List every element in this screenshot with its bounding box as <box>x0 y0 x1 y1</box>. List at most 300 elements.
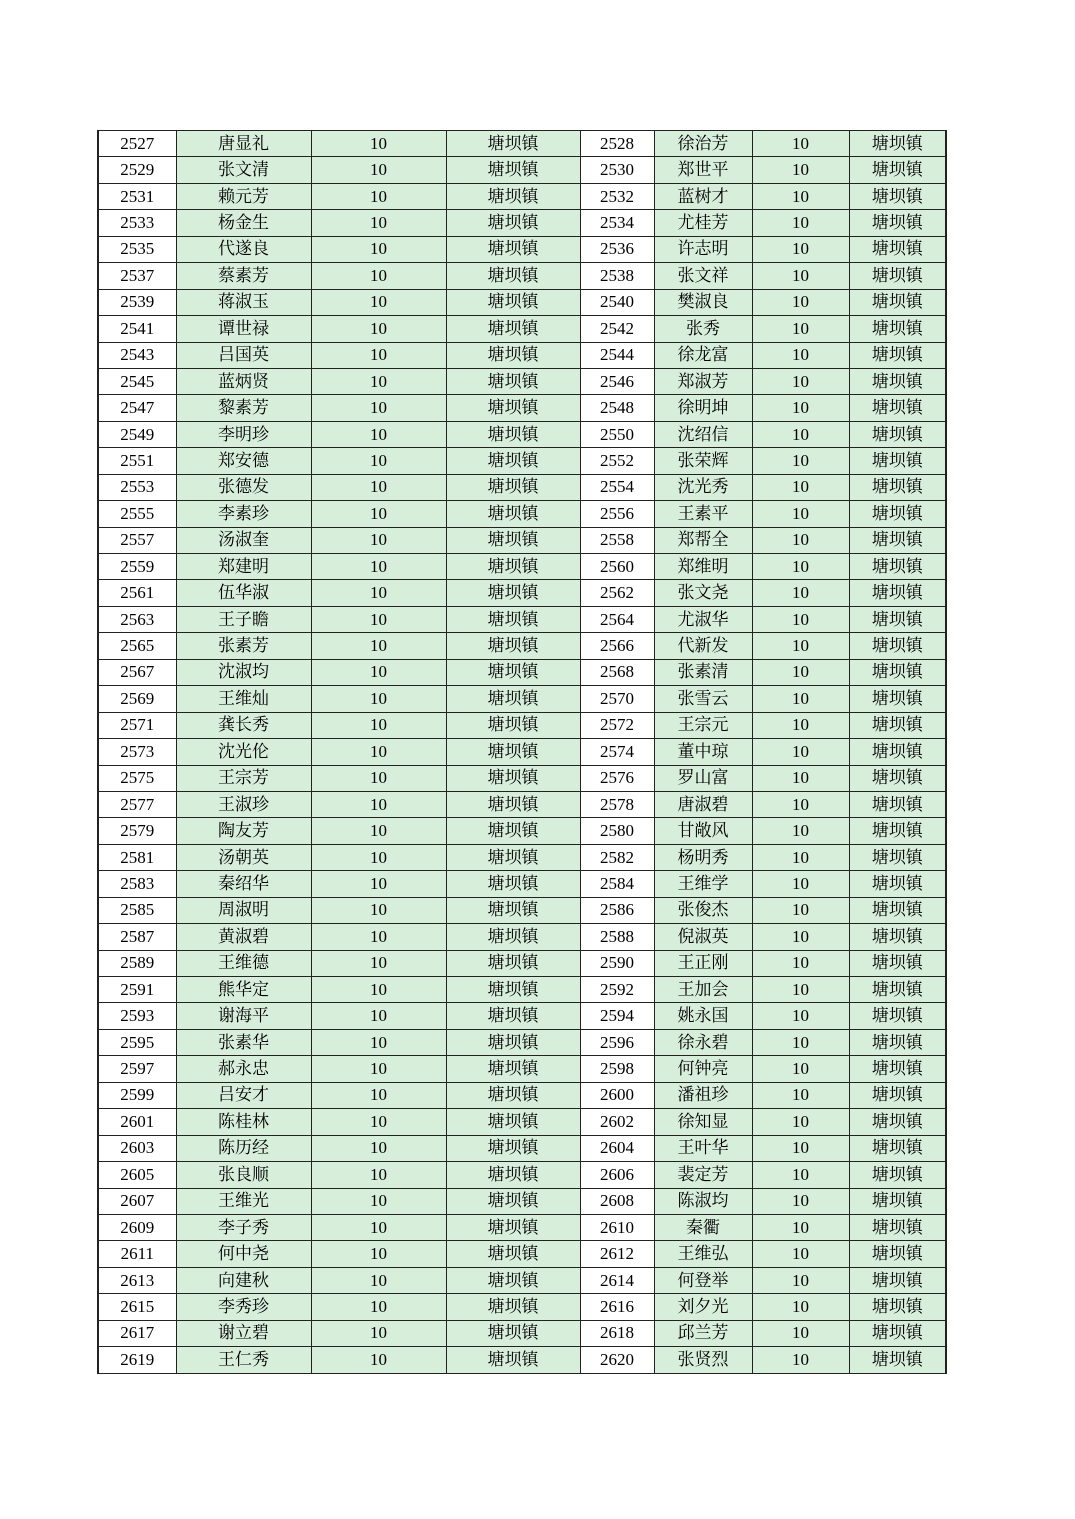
table-row <box>98 739 946 765</box>
cell-amount: 10 <box>311 659 446 685</box>
cell-town: 塘坝镇 <box>446 236 580 262</box>
cell-person-name: 汤淑奎 <box>176 527 311 553</box>
cell-person-name: 陈历经 <box>176 1135 311 1161</box>
cell-row-number: 2583 <box>98 871 176 897</box>
cell-amount: 10 <box>311 606 446 632</box>
cell-row-number: 2546 <box>580 368 654 394</box>
cell-person-name: 倪淑英 <box>654 924 752 950</box>
cell-row-number: 2560 <box>580 554 654 580</box>
cell-amount: 10 <box>752 1347 849 1373</box>
cell-row-number: 2556 <box>580 501 654 527</box>
cell-amount: 10 <box>311 712 446 738</box>
cell-person-name: 王正刚 <box>654 950 752 976</box>
cell-town: 塘坝镇 <box>446 1188 580 1214</box>
cell-amount: 10 <box>752 1056 849 1082</box>
cell-amount: 10 <box>752 554 849 580</box>
cell-amount: 10 <box>752 395 849 421</box>
cell-town: 塘坝镇 <box>849 1056 946 1082</box>
cell-row-number: 2527 <box>98 131 176 157</box>
cell-row-number: 2569 <box>98 686 176 712</box>
cell-amount: 10 <box>752 1109 849 1135</box>
cell-amount: 10 <box>752 421 849 447</box>
cell-person-name: 王维弘 <box>654 1241 752 1267</box>
cell-row-number: 2537 <box>98 263 176 289</box>
cell-person-name: 王加会 <box>654 977 752 1003</box>
cell-person-name: 陶友芳 <box>176 818 311 844</box>
cell-row-number: 2564 <box>580 606 654 632</box>
cell-amount: 10 <box>311 421 446 447</box>
cell-row-number: 2620 <box>580 1347 654 1373</box>
cell-person-name: 杨金生 <box>176 210 311 236</box>
cell-row-number: 2562 <box>580 580 654 606</box>
cell-amount: 10 <box>752 924 849 950</box>
cell-town: 塘坝镇 <box>446 686 580 712</box>
cell-person-name: 王维学 <box>654 871 752 897</box>
table-row <box>98 712 946 738</box>
cell-amount: 10 <box>311 1214 446 1240</box>
cell-person-name: 许志明 <box>654 236 752 262</box>
cell-town: 塘坝镇 <box>446 712 580 738</box>
cell-person-name: 郝永忠 <box>176 1056 311 1082</box>
cell-town: 塘坝镇 <box>446 1056 580 1082</box>
cell-row-number: 2577 <box>98 791 176 817</box>
cell-row-number: 2609 <box>98 1214 176 1240</box>
roster-table <box>97 130 947 1374</box>
cell-amount: 10 <box>311 1109 446 1135</box>
cell-person-name: 沈光伦 <box>176 739 311 765</box>
cell-town: 塘坝镇 <box>849 924 946 950</box>
table-row <box>98 474 946 500</box>
cell-amount: 10 <box>752 1082 849 1108</box>
cell-row-number: 2605 <box>98 1162 176 1188</box>
cell-row-number: 2596 <box>580 1029 654 1055</box>
cell-town: 塘坝镇 <box>446 1109 580 1135</box>
cell-person-name: 郑淑芳 <box>654 368 752 394</box>
cell-person-name: 徐治芳 <box>654 131 752 157</box>
table-row <box>98 844 946 870</box>
cell-row-number: 2541 <box>98 316 176 342</box>
cell-town: 塘坝镇 <box>849 1029 946 1055</box>
cell-amount: 10 <box>752 844 849 870</box>
cell-row-number: 2607 <box>98 1188 176 1214</box>
cell-person-name: 何钟亮 <box>654 1056 752 1082</box>
table-row <box>98 1320 946 1346</box>
cell-amount: 10 <box>752 157 849 183</box>
cell-amount: 10 <box>311 950 446 976</box>
cell-person-name: 郑建明 <box>176 554 311 580</box>
cell-town: 塘坝镇 <box>849 263 946 289</box>
cell-town: 塘坝镇 <box>446 1162 580 1188</box>
cell-amount: 10 <box>752 342 849 368</box>
cell-amount: 10 <box>311 554 446 580</box>
cell-person-name: 罗山富 <box>654 765 752 791</box>
cell-amount: 10 <box>311 844 446 870</box>
cell-row-number: 2619 <box>98 1347 176 1373</box>
table-body <box>98 131 946 1374</box>
cell-person-name: 郑帮全 <box>654 527 752 553</box>
cell-town: 塘坝镇 <box>849 1135 946 1161</box>
cell-person-name: 王宗元 <box>654 712 752 738</box>
cell-person-name: 谢立碧 <box>176 1320 311 1346</box>
cell-row-number: 2566 <box>580 633 654 659</box>
cell-amount: 10 <box>311 131 446 157</box>
cell-amount: 10 <box>311 791 446 817</box>
cell-town: 塘坝镇 <box>446 368 580 394</box>
table-row <box>98 818 946 844</box>
cell-amount: 10 <box>752 1003 849 1029</box>
cell-person-name: 王宗芳 <box>176 765 311 791</box>
cell-row-number: 2544 <box>580 342 654 368</box>
cell-town: 塘坝镇 <box>446 1241 580 1267</box>
cell-amount: 10 <box>311 686 446 712</box>
cell-amount: 10 <box>311 316 446 342</box>
cell-amount: 10 <box>311 210 446 236</box>
cell-amount: 10 <box>311 818 446 844</box>
cell-amount: 10 <box>311 739 446 765</box>
cell-town: 塘坝镇 <box>849 1347 946 1373</box>
cell-town: 塘坝镇 <box>446 210 580 236</box>
cell-town: 塘坝镇 <box>849 289 946 315</box>
cell-town: 塘坝镇 <box>849 1267 946 1293</box>
cell-person-name: 王叶华 <box>654 1135 752 1161</box>
cell-row-number: 2612 <box>580 1241 654 1267</box>
cell-row-number: 2540 <box>580 289 654 315</box>
cell-row-number: 2586 <box>580 897 654 923</box>
cell-person-name: 潘祖珍 <box>654 1082 752 1108</box>
table-row <box>98 633 946 659</box>
cell-amount: 10 <box>752 1214 849 1240</box>
cell-row-number: 2528 <box>580 131 654 157</box>
cell-amount: 10 <box>311 368 446 394</box>
cell-town: 塘坝镇 <box>849 844 946 870</box>
cell-row-number: 2529 <box>98 157 176 183</box>
cell-amount: 10 <box>752 871 849 897</box>
cell-town: 塘坝镇 <box>849 236 946 262</box>
cell-town: 塘坝镇 <box>849 316 946 342</box>
cell-town: 塘坝镇 <box>446 1347 580 1373</box>
cell-town: 塘坝镇 <box>849 606 946 632</box>
cell-person-name: 吕国英 <box>176 342 311 368</box>
cell-person-name: 张俊杰 <box>654 897 752 923</box>
cell-person-name: 蔡素芳 <box>176 263 311 289</box>
cell-person-name: 张德发 <box>176 474 311 500</box>
cell-row-number: 2568 <box>580 659 654 685</box>
table-row <box>98 263 946 289</box>
cell-person-name: 代遂良 <box>176 236 311 262</box>
cell-amount: 10 <box>311 527 446 553</box>
cell-person-name: 王子瞻 <box>176 606 311 632</box>
cell-town: 塘坝镇 <box>849 1162 946 1188</box>
cell-amount: 10 <box>752 1029 849 1055</box>
cell-person-name: 张良顺 <box>176 1162 311 1188</box>
cell-amount: 10 <box>752 501 849 527</box>
table-row <box>98 1056 946 1082</box>
table-row <box>98 791 946 817</box>
cell-person-name: 王维德 <box>176 950 311 976</box>
cell-town: 塘坝镇 <box>849 131 946 157</box>
cell-person-name: 张素芳 <box>176 633 311 659</box>
cell-person-name: 樊淑良 <box>654 289 752 315</box>
cell-town: 塘坝镇 <box>849 791 946 817</box>
cell-amount: 10 <box>752 316 849 342</box>
cell-town: 塘坝镇 <box>849 395 946 421</box>
cell-amount: 10 <box>752 897 849 923</box>
cell-town: 塘坝镇 <box>849 712 946 738</box>
table-row <box>98 183 946 209</box>
cell-amount: 10 <box>752 131 849 157</box>
cell-person-name: 张荣辉 <box>654 448 752 474</box>
table-row <box>98 686 946 712</box>
table-row <box>98 448 946 474</box>
cell-town: 塘坝镇 <box>446 131 580 157</box>
table-row <box>98 1003 946 1029</box>
cell-person-name: 徐知显 <box>654 1109 752 1135</box>
cell-town: 塘坝镇 <box>849 368 946 394</box>
table-row <box>98 289 946 315</box>
cell-amount: 10 <box>311 897 446 923</box>
cell-row-number: 2604 <box>580 1135 654 1161</box>
cell-row-number: 2543 <box>98 342 176 368</box>
cell-row-number: 2610 <box>580 1214 654 1240</box>
cell-amount: 10 <box>752 765 849 791</box>
cell-amount: 10 <box>752 950 849 976</box>
cell-amount: 10 <box>311 1347 446 1373</box>
cell-row-number: 2618 <box>580 1320 654 1346</box>
cell-row-number: 2574 <box>580 739 654 765</box>
cell-person-name: 向建秋 <box>176 1267 311 1293</box>
cell-row-number: 2613 <box>98 1267 176 1293</box>
cell-person-name: 蓝树才 <box>654 183 752 209</box>
cell-town: 塘坝镇 <box>849 1003 946 1029</box>
cell-town: 塘坝镇 <box>446 448 580 474</box>
table-row <box>98 368 946 394</box>
cell-town: 塘坝镇 <box>446 501 580 527</box>
cell-town: 塘坝镇 <box>849 1214 946 1240</box>
cell-person-name: 赖元芳 <box>176 183 311 209</box>
cell-town: 塘坝镇 <box>446 633 580 659</box>
cell-row-number: 2554 <box>580 474 654 500</box>
table-row <box>98 606 946 632</box>
table-row <box>98 236 946 262</box>
table-row <box>98 527 946 553</box>
cell-amount: 10 <box>311 580 446 606</box>
cell-row-number: 2579 <box>98 818 176 844</box>
cell-town: 塘坝镇 <box>446 977 580 1003</box>
cell-town: 塘坝镇 <box>446 421 580 447</box>
cell-town: 塘坝镇 <box>849 554 946 580</box>
cell-person-name: 何登举 <box>654 1267 752 1293</box>
cell-row-number: 2606 <box>580 1162 654 1188</box>
cell-row-number: 2585 <box>98 897 176 923</box>
cell-amount: 10 <box>752 606 849 632</box>
cell-town: 塘坝镇 <box>446 554 580 580</box>
cell-row-number: 2550 <box>580 421 654 447</box>
cell-amount: 10 <box>752 633 849 659</box>
cell-amount: 10 <box>311 448 446 474</box>
cell-row-number: 2539 <box>98 289 176 315</box>
cell-row-number: 2601 <box>98 1109 176 1135</box>
cell-row-number: 2617 <box>98 1320 176 1346</box>
cell-town: 塘坝镇 <box>446 606 580 632</box>
cell-row-number: 2573 <box>98 739 176 765</box>
cell-person-name: 李秀珍 <box>176 1294 311 1320</box>
cell-person-name: 陈桂林 <box>176 1109 311 1135</box>
cell-row-number: 2551 <box>98 448 176 474</box>
cell-person-name: 张文祥 <box>654 263 752 289</box>
cell-person-name: 尤桂芳 <box>654 210 752 236</box>
cell-amount: 10 <box>311 633 446 659</box>
cell-amount: 10 <box>311 289 446 315</box>
cell-person-name: 姚永国 <box>654 1003 752 1029</box>
cell-town: 塘坝镇 <box>446 289 580 315</box>
table-row <box>98 1082 946 1108</box>
cell-town: 塘坝镇 <box>446 924 580 950</box>
cell-amount: 10 <box>752 1241 849 1267</box>
cell-row-number: 2589 <box>98 950 176 976</box>
cell-town: 塘坝镇 <box>849 1241 946 1267</box>
cell-row-number: 2591 <box>98 977 176 1003</box>
cell-amount: 10 <box>752 448 849 474</box>
table-row <box>98 210 946 236</box>
table-row <box>98 1109 946 1135</box>
cell-person-name: 李素珍 <box>176 501 311 527</box>
table-row <box>98 765 946 791</box>
cell-row-number: 2572 <box>580 712 654 738</box>
cell-person-name: 沈光秀 <box>654 474 752 500</box>
cell-person-name: 黎素芳 <box>176 395 311 421</box>
cell-town: 塘坝镇 <box>849 739 946 765</box>
table-row <box>98 1241 946 1267</box>
cell-town: 塘坝镇 <box>849 527 946 553</box>
cell-amount: 10 <box>311 1294 446 1320</box>
cell-row-number: 2578 <box>580 791 654 817</box>
table-row <box>98 950 946 976</box>
cell-amount: 10 <box>752 686 849 712</box>
cell-amount: 10 <box>311 1135 446 1161</box>
table-row <box>98 924 946 950</box>
cell-person-name: 周淑明 <box>176 897 311 923</box>
cell-row-number: 2570 <box>580 686 654 712</box>
cell-town: 塘坝镇 <box>446 157 580 183</box>
cell-row-number: 2530 <box>580 157 654 183</box>
cell-row-number: 2547 <box>98 395 176 421</box>
cell-amount: 10 <box>752 818 849 844</box>
cell-town: 塘坝镇 <box>849 501 946 527</box>
cell-town: 塘坝镇 <box>849 210 946 236</box>
cell-town: 塘坝镇 <box>446 580 580 606</box>
cell-person-name: 王仁秀 <box>176 1347 311 1373</box>
cell-person-name: 甘敞风 <box>654 818 752 844</box>
cell-person-name: 刘夕光 <box>654 1294 752 1320</box>
cell-town: 塘坝镇 <box>446 897 580 923</box>
cell-person-name: 何中尧 <box>176 1241 311 1267</box>
cell-amount: 10 <box>311 236 446 262</box>
cell-person-name: 裴定芳 <box>654 1162 752 1188</box>
cell-town: 塘坝镇 <box>446 183 580 209</box>
cell-town: 塘坝镇 <box>849 659 946 685</box>
cell-town: 塘坝镇 <box>849 950 946 976</box>
cell-row-number: 2600 <box>580 1082 654 1108</box>
cell-amount: 10 <box>752 368 849 394</box>
cell-row-number: 2615 <box>98 1294 176 1320</box>
cell-town: 塘坝镇 <box>446 1029 580 1055</box>
cell-row-number: 2552 <box>580 448 654 474</box>
table-row <box>98 977 946 1003</box>
cell-row-number: 2595 <box>98 1029 176 1055</box>
cell-town: 塘坝镇 <box>849 686 946 712</box>
cell-amount: 10 <box>311 1241 446 1267</box>
cell-town: 塘坝镇 <box>849 871 946 897</box>
cell-person-name: 张贤烈 <box>654 1347 752 1373</box>
cell-person-name: 王维灿 <box>176 686 311 712</box>
cell-amount: 10 <box>752 1188 849 1214</box>
cell-person-name: 谭世禄 <box>176 316 311 342</box>
cell-amount: 10 <box>752 580 849 606</box>
table-row <box>98 871 946 897</box>
table-row <box>98 580 946 606</box>
cell-row-number: 2590 <box>580 950 654 976</box>
cell-person-name: 蓝炳贤 <box>176 368 311 394</box>
cell-town: 塘坝镇 <box>849 448 946 474</box>
cell-town: 塘坝镇 <box>446 1320 580 1346</box>
cell-row-number: 2558 <box>580 527 654 553</box>
cell-amount: 10 <box>752 263 849 289</box>
cell-row-number: 2603 <box>98 1135 176 1161</box>
cell-town: 塘坝镇 <box>446 818 580 844</box>
cell-person-name: 邱兰芳 <box>654 1320 752 1346</box>
cell-town: 塘坝镇 <box>446 765 580 791</box>
cell-row-number: 2571 <box>98 712 176 738</box>
cell-person-name: 汤朝英 <box>176 844 311 870</box>
cell-row-number: 2575 <box>98 765 176 791</box>
cell-amount: 10 <box>311 1029 446 1055</box>
cell-town: 塘坝镇 <box>849 1320 946 1346</box>
cell-amount: 10 <box>311 1162 446 1188</box>
cell-person-name: 王素平 <box>654 501 752 527</box>
cell-amount: 10 <box>311 1320 446 1346</box>
cell-person-name: 黄淑碧 <box>176 924 311 950</box>
cell-person-name: 徐永碧 <box>654 1029 752 1055</box>
cell-town: 塘坝镇 <box>446 950 580 976</box>
cell-amount: 10 <box>311 871 446 897</box>
cell-amount: 10 <box>752 712 849 738</box>
cell-amount: 10 <box>752 210 849 236</box>
cell-row-number: 2542 <box>580 316 654 342</box>
cell-amount: 10 <box>311 924 446 950</box>
cell-row-number: 2533 <box>98 210 176 236</box>
cell-amount: 10 <box>752 1320 849 1346</box>
cell-amount: 10 <box>752 183 849 209</box>
cell-town: 塘坝镇 <box>446 395 580 421</box>
cell-amount: 10 <box>311 474 446 500</box>
cell-amount: 10 <box>752 1294 849 1320</box>
cell-row-number: 2565 <box>98 633 176 659</box>
cell-row-number: 2592 <box>580 977 654 1003</box>
cell-amount: 10 <box>311 765 446 791</box>
cell-person-name: 董中琼 <box>654 739 752 765</box>
cell-amount: 10 <box>752 659 849 685</box>
table-row <box>98 1135 946 1161</box>
cell-row-number: 2532 <box>580 183 654 209</box>
cell-row-number: 2614 <box>580 1267 654 1293</box>
cell-person-name: 李子秀 <box>176 1214 311 1240</box>
table-row <box>98 1267 946 1293</box>
cell-town: 塘坝镇 <box>446 1082 580 1108</box>
cell-town: 塘坝镇 <box>849 157 946 183</box>
cell-person-name: 李明珍 <box>176 421 311 447</box>
cell-town: 塘坝镇 <box>849 1109 946 1135</box>
table-row <box>98 1029 946 1055</box>
